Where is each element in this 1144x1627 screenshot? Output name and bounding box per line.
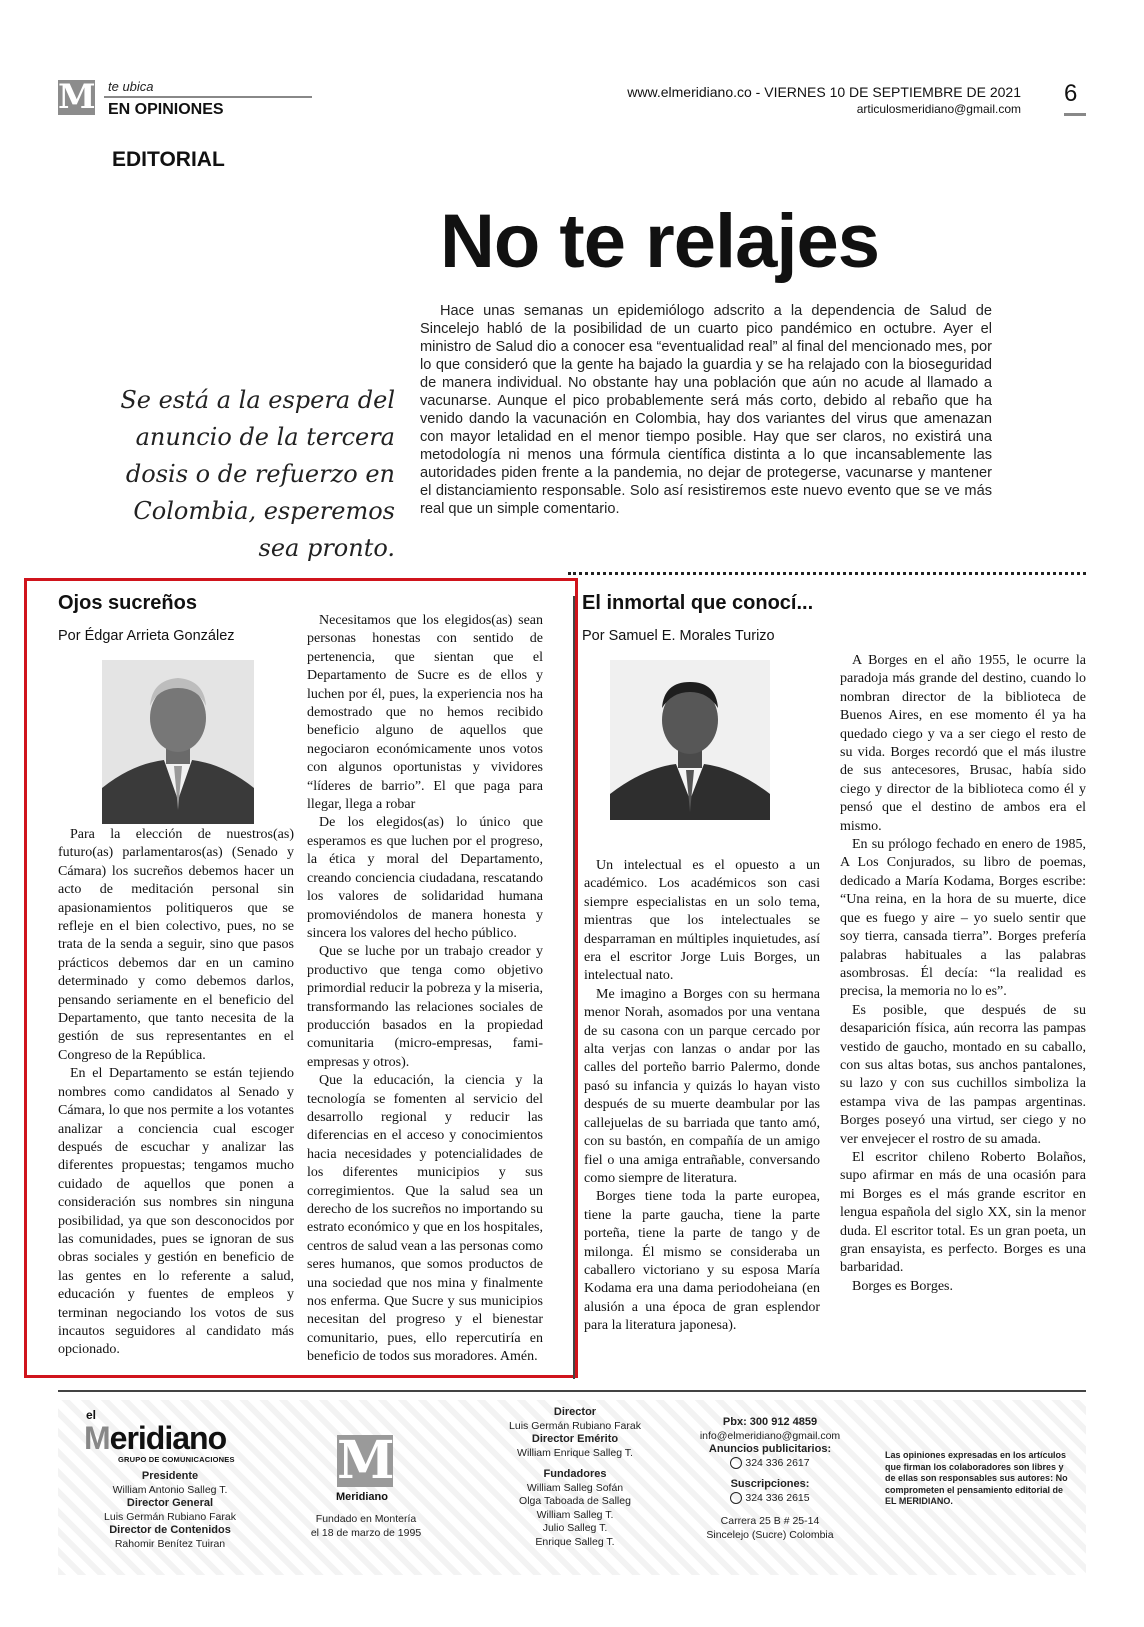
footer-logo-el: el <box>86 1408 97 1422</box>
footer-disclaimer: Las opiniones expresadas en los artículos que firman los colaboradores son libres y de ellas son responsables sus autores: No comprometen el pensamiento editorial de EL MERIDIANO. <box>885 1450 1068 1506</box>
footer-founded <box>296 1513 436 1540</box>
article1-author-photo <box>102 660 254 824</box>
article2-col2-paragraph: Es posible, que después de su desaparición física, aún recorra las pampas vestido de gaucho, montado en su caballo, con sus altas botas, sus anchos pantalones, su lazo y con sus cuchillos simboliza la estampa viva de las pampas argentinas. Borges poseyó una virtud, ser ciego y no ver envejecer el rostro de su amada. <box>840 1002 1086 1147</box>
article2-author-photo <box>610 660 770 820</box>
whatsapp-icon <box>730 1492 742 1504</box>
editorial-headline: No te relajes <box>440 199 879 284</box>
presidente-label: Presidente <box>141 1470 199 1482</box>
director-contenidos-label: Director de Contenidos <box>109 1524 231 1536</box>
pbx: Pbx: 300 912 4859 <box>722 1416 818 1428</box>
author-portrait-icon <box>102 660 254 824</box>
director-general-name: Luis Germán Rubiano Farak <box>104 1510 236 1523</box>
article2-title: El inmortal que conocí... <box>582 592 814 614</box>
dotted-divider <box>568 572 1086 575</box>
suscripciones-label: Suscripciones: <box>730 1478 810 1490</box>
anuncios-label: Anuncios publicitarios: <box>708 1443 832 1455</box>
header-tagline: te ubica <box>108 79 154 94</box>
article1-col2-paragraph: Necesitamos que los elegidos(as) sean personas honestas con sentido de pertenencia, que sientan que el Departamento de Sucre es de ellos y luchen por él, pues, la experiencia nos ha demostrado que no hemos recibido beneficio alguno de aquellos que negociaron económicamente unos votos con algunos oportunistas y vividores “líderes de barrio”. El que paga para llegar, llega a robar <box>307 613 543 813</box>
article1-col1-paragraph: Para la elección de nuestros(as) futuro(as) parlamentaros(as) (Senado y Cámara) los sucreños debemos hacer un acto de meditación personal sin apasionamientos politiqueros que se refleje en el bien colectivo, pues, no se trata de la senda a seguir, sino que pasos prácticos debemos dar en un camino determinado y como debemos darlos, pensando seriamente en el beneficio del Departamento, que tanto necesita de la gestión de sus representantes en el Congreso de la República. <box>58 827 294 1063</box>
director-name: Luis Germán Rubiano Farak <box>509 1419 641 1432</box>
address-line-2: Sincelejo (Sucre) Colombia <box>706 1528 834 1541</box>
column-divider <box>573 596 575 1379</box>
fundador-name: Enrique Salleg T. <box>535 1535 615 1548</box>
address-line-1: Carrera 25 B # 25-14 <box>720 1515 820 1527</box>
footer-divider <box>58 1390 1086 1392</box>
director-emerito-label: Director Emérito <box>531 1433 619 1445</box>
article2-col2-paragraph: En su prólogo fechado en enero de 1985, A Los Conjurados, su libro de poemas, dedicado a María Kodama, Borges escribe: “Una reina, en la hora de su muerte, dice que es fuego y aire – yo suelo sentir que soy tierra, cansada tierra”. Borges prefería palabras habituales a las palabras asombrosas. Él decía: “la realidad es precisa, la memoria no lo es”. <box>840 837 1086 1000</box>
article1-col2-paragraph: Que la educación, la ciencia y la tecnología se fomenten al servicio del desarrollo regional y reducir las diferencias en el acceso y conocimientos hacia necesidades y potencialidades de los diferentes municipios y sus corregimientos. Que la salud sea un derecho de los sucreños no importando su estrato económico y que en los hospitales, centros de salud vean a las personas como seres humanos, que somos productos de una sociedad que nos mina y finalmente nos enferma. Que Sucre y sus municipios necesitan del progreso y el bienestar comunitario, pues, ello repercutiría en beneficio de todos sus moradores. Amén. <box>307 1073 543 1365</box>
article1-col2-paragraph: Que se luche por un trabajo creador y productivo que tenga como objetivo primordial reducir la pobreza y la miseria, transformando las relaciones sociales de producción basados en la propiedad comunitaria (micro-empresas, fami-empresas y otros). <box>307 944 543 1070</box>
info-email: info@elmeridiano@gmail.com <box>699 1429 841 1442</box>
article1-title: Ojos sucreños <box>58 592 197 614</box>
suscripciones-phone: 324 336 2615 <box>745 1491 810 1504</box>
meridiano-logo-icon: M <box>58 77 96 117</box>
founded-line-2: el 18 de marzo de 1995 <box>310 1526 422 1539</box>
article1-col1-paragraph: En el Departamento se están tejiendo nombres como candidatos al Senado y Cámara, lo que nos permite a los votantes analizar a conciencia cual escoger después de escuchar y analizar las diferentes propuestas; tengamos mucho cuidado de aquellos que ponen a consideración sus nombres sin ninguna posibilidad, ya que son desconocidos por las comunidades, pues se ignoran de sus obras sociales y gestión en beneficio de las gentes en lo referente a salud, educación y fuentes de empleos y terminan negociando los votos de sus incautos seguidores al candidato más opcionado. <box>58 1066 294 1358</box>
article1-byline: Por Édgar Arrieta González <box>58 628 235 644</box>
footer-meridiano-logo <box>84 1420 226 1457</box>
fundador-name: Julio Salleg T. <box>542 1522 608 1534</box>
article1-column-2 <box>307 612 543 1367</box>
author-portrait-icon <box>610 660 770 820</box>
article2-col2-paragraph: A Borges en el año 1955, le ocurre la paradoja más grande del destino, cuando lo nombran director de la biblioteca de Buenos Aires, en ese momento él ya ha quedado ciego y va a ser ciego el resto de su vida. Borges recordó que el más ilustre de sus antecesores, Brusac, había sido ciego y director de la biblioteca como él y pensó que el destino de ambos era el mismo. <box>840 653 1086 834</box>
whatsapp-icon <box>730 1457 742 1469</box>
footer-logo-rest: eridiano <box>109 1420 227 1456</box>
article2-col1-paragraph: Borges tiene toda la parte europea, tiene la parte gaucha, tiene la parte porteña, tiene la parte de tango y de milonga. Él mismo se consideraba un caballero victoriano y su esposa María Kodama era una dama periodoheiana (en alusión a una época de gran esplendor para la literatura japonesa). <box>584 1189 820 1334</box>
director-contenidos-name: Rahomir Benítez Tuiran <box>114 1537 226 1550</box>
footer-logo-m: M <box>84 1420 110 1456</box>
article1-column-1 <box>58 826 294 1360</box>
article2-col2-paragraph: El escritor chileno Roberto Bolaños, supo afirmar en más de una ocasión para mi Borges es el más grande escritor en lengua española del siglo XX, sin la menor duda. El escritor total. Es un gran poeta, un gran ensayista, es perfecto. Borges es una barbaridad. <box>840 1149 1086 1276</box>
editorial-pull-quote: Se está a la espera del anuncio de la tercera dosis o de refuerzo en Colombia, esperemos sea pronto. <box>120 386 395 562</box>
header-divider <box>104 96 312 98</box>
footer-center-logo-word: Meridiano <box>336 1491 388 1503</box>
article2-column-1 <box>584 857 820 1336</box>
fundador-name: Olga Taboada de Salleg <box>519 1495 631 1507</box>
footer-logo-group: GRUPO DE COMUNICACIONES <box>118 1455 235 1464</box>
article2-col1-paragraph: Un intelectual es el opuesto a un académico. Los académicos son casi siempre especialistas en un solo tema, mientras que los intelectuales se desparraman en múltiples inquietudes, así era el escritor Jorge Luis Borges, un intelectual nato. <box>584 858 820 984</box>
editorial-label: EDITORIAL <box>112 148 225 171</box>
header-email: articulosmeridiano@gmail.com <box>856 102 1021 116</box>
header-section: EN OPINIONES <box>108 101 224 118</box>
article1-col2-paragraph: De los elegidos(as) lo único que esperamos es que luchen por el progreso, la ética y moral del Departamento, creando conciencia ciudadana, rescatando los valores de solidaridad humana promoviéndolos de manera honesta y sincera los valores del hecho público. <box>307 815 543 941</box>
footer-staff-left <box>80 1470 260 1551</box>
article2-col2-paragraph: Borges es Borges. <box>852 1278 953 1294</box>
director-general-label: Director General <box>126 1497 214 1509</box>
footer-contact <box>680 1416 860 1542</box>
editorial-body: Hace unas semanas un epidemiólogo adscrito a la dependencia de Salud de Sincelejo habló de la posibilidad de un cuarto pico pandémico en octubre. Ayer el ministro de Salud dio a conocer esa “eventualidad real” al final del mencionado mes, por lo que consideró que la gente ha bajado la guardia y se ha relajado con la bioseguridad de manera individual. No obstante hay una población que aún no acude al llamado a vacunarse. Aunque el pico probablemente será más corto, debido al rebaño que ha venido dando la vacunación en Colombia, hay dos variantes del virus que amenazan con mayor letalidad en el menor tiempo posible. Hay que ser claros, no existirá una metodología ni menos una fórmula científica distinta a lo que incansablemente las autoridades piden frente a la pandemia, no dejar de protegerse, vacunarse y mantener el distanciamiento responsable. Solo así resistiremos este nuevo evento que se ve más real que un simple comentario. <box>420 303 992 517</box>
page-number: 6 <box>1064 80 1078 107</box>
article2-byline: Por Samuel E. Morales Turizo <box>582 628 775 644</box>
founded-line-1: Fundado en Montería <box>315 1513 417 1525</box>
header-date-line: www.elmeridiano.co - VIERNES 10 DE SEPTIEMBRE DE 2021 <box>627 84 1021 100</box>
presidente-name: William Antonio Salleg T. <box>112 1483 228 1496</box>
anuncios-phone: 324 336 2617 <box>745 1456 810 1469</box>
fundadores-label: Fundadores <box>543 1468 607 1480</box>
fundador-name: William Salleg Sofán <box>526 1481 624 1494</box>
footer-center-logo-icon: M <box>337 1430 395 1491</box>
article2-column-2 <box>840 652 1086 1296</box>
page-number-underline <box>1064 113 1086 116</box>
director-label: Director <box>553 1406 597 1418</box>
footer-staff-center <box>480 1406 670 1549</box>
fundador-name: William Salleg T. <box>536 1508 614 1521</box>
article2-col1-paragraph: Me imagino a Borges con su hermana menor Norah, asomados por una ventana de su casona con un parque cercado por alta verjas con lanzas o andar por las calles del porteño barrio Palermo, donde pasó su infancia y quizás lo hayan visto después de su muerte deambular por las callejuelas de su barriada que tanto amó, con su bastón, en compañía de un amigo fiel o una amiga entrañable, conversando como siempre de literatura. <box>584 986 820 1186</box>
director-emerito-name: William Enrique Salleg T. <box>517 1446 633 1459</box>
